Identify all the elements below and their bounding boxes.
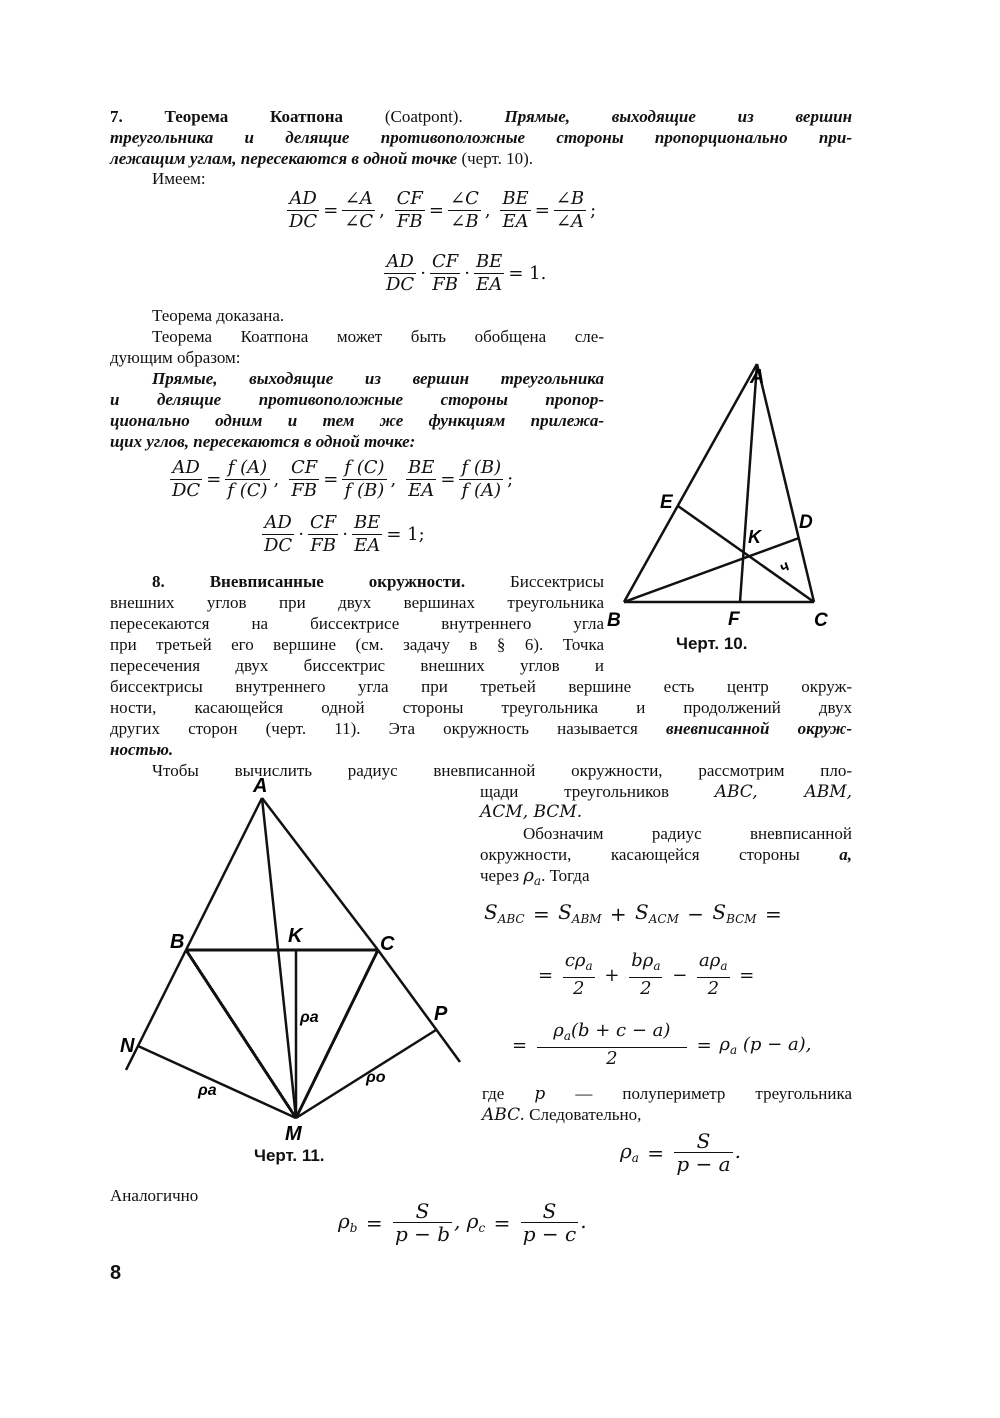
term-excircle-end: ностью. [110, 740, 174, 759]
section-8-line-2: внешних углов при двух вершинах треугольника [110, 593, 604, 612]
extension-ab [126, 950, 186, 1070]
theorem-7-heading [110, 106, 852, 127]
generalized-statement-4: щих углов, пересекаются в одной точке: [110, 432, 416, 451]
have-label: Имеем: [152, 169, 206, 188]
fraction: $\frac{AD}{DC}$ [386, 251, 415, 295]
fraction: $\frac{CF}{FB}$ [290, 457, 318, 501]
label-rho-k: ρa [300, 1009, 319, 1026]
label-b: B [607, 610, 621, 631]
denote-line-3: через $\rho_a$. Тогда [480, 865, 590, 888]
equation-area-fractions: = $\frac{c\rho_a}{2}$ + $\frac{b\rho_a}{2}$ − $\frac{a\rho_a}{2}$ = [538, 950, 755, 999]
calc-line-2: щади треугольников ABC, ABM, [480, 782, 853, 802]
where-line-1: где p — полупериметр треугольника [482, 1084, 852, 1104]
label-c: C [814, 610, 828, 631]
theorem-statement-2: треугольника и делящие противоположные стороны пропорционально при- [110, 128, 852, 147]
bisector-am [262, 798, 296, 1118]
label-b: B [170, 931, 185, 953]
generalized-statement-1: Прямые, выходящие из вершин треугольника [152, 369, 604, 388]
fraction: $\frac{\angle B}{\angle A}$ [555, 188, 585, 232]
fraction: $\frac{c\rho_a}{2}$ [564, 950, 593, 999]
fraction: $\frac{f (C)}{f (B)}$ [344, 457, 385, 501]
section-8-line-6: биссектрисы внутреннего угла при третьей вершине есть центр окруж- [110, 677, 852, 696]
equation-function-ratios: $\frac{AD}{DC}$ = $\frac{f (A)}{f (C)}$ , $\frac{CF}{FB}$ = $\frac{f (C)}{f (B)}$ , $\frac{BE}{EA}$ = $\frac{f (B)}{f (A)}$ ; [172, 457, 514, 501]
section-title: Вневписанные окружности. [209, 572, 466, 591]
fraction: $\frac{S}{p - a}$ [676, 1129, 731, 1176]
theorem-statement-3-line [110, 148, 852, 169]
section-8-line-7: ности, касающейся одной стороны треугольника и продолжений двух [110, 698, 852, 717]
generalized-statement-2: и делящие противоположные стороны пропор- [110, 390, 604, 409]
label-n: N [120, 1035, 135, 1057]
fraction: $\frac{AD}{DC}$ [172, 457, 201, 501]
label-m: M [285, 1123, 302, 1145]
fraction: $\frac{BE}{EA}$ [408, 457, 435, 501]
figure-10 [600, 355, 840, 655]
label-rho-n: ρa [198, 1082, 217, 1099]
equation-area-sum: $S_{ABC} = S_{ABM} + S_{ACM} - S_{BCM}$ = [484, 900, 782, 926]
fraction: $\frac{AD}{DC}$ [264, 512, 293, 556]
theorem-statement-1: Прямые, выходящие из вершин [504, 107, 853, 126]
fraction: $\frac{CF}{FB}$ [309, 512, 337, 556]
section-number: 8. [152, 572, 165, 591]
side-ab [624, 364, 757, 602]
fraction: $\frac{CF}{FB}$ [431, 251, 459, 295]
theorem-proved: Теорема доказана. [152, 306, 285, 325]
theorem-title: Теорема Коатпона [164, 107, 344, 126]
section-8-line-3: пересекаются на биссектрисе внутреннего угла [110, 614, 604, 633]
side-ab [186, 798, 262, 950]
figure-ref: (черт. 10). [461, 149, 534, 168]
fraction: $\frac{BE}{EA}$ [502, 188, 529, 232]
label-f: F [728, 609, 740, 630]
label-e: E [660, 492, 673, 513]
fraction: $\frac{AD}{DC}$ [289, 188, 318, 232]
theorem-statement-3: лежащим углам, пересекаются в одной точке [110, 149, 458, 168]
label-k: K [748, 527, 761, 547]
equation-angle-ratios: $\frac{AD}{DC}$ = $\frac{\angle A}{\angle C}$ , $\frac{CF}{FB}$ = $\frac{\angle C}{\angle B}$ , $\frac{BE}{EA}$ = $\frac{\angle B}{\angle A}$ ; [289, 188, 597, 232]
label-a: A [750, 366, 765, 388]
denote-line-1: Обозначим радиус вневписанной [523, 824, 852, 843]
where-line-2: ABC. Следовательно, [482, 1105, 642, 1125]
figure-10-caption: Черт. 10. [676, 634, 748, 653]
triangles-1: ABC, ABM, [714, 782, 853, 802]
similarly-label: Аналогично [110, 1186, 199, 1205]
figure-11-caption: Черт. 11. [254, 1146, 325, 1165]
label-c: C [380, 933, 395, 955]
fraction: $\frac{b\rho_a}{2}$ [631, 950, 661, 999]
theorem-title-paren: (Coatpont). [384, 107, 463, 126]
fraction: $\frac{\angle C}{\angle B}$ [450, 188, 479, 232]
extension-ac [378, 950, 460, 1062]
fraction: $\frac{f (B)}{f (A)}$ [461, 457, 502, 501]
page-number: 8 [110, 1262, 122, 1284]
label-p: P [434, 1003, 448, 1025]
section-number: 7. [110, 107, 123, 126]
label-a: A [253, 775, 268, 797]
denote-line-2: окружности, касающейся стороны a, [480, 845, 852, 864]
calc-line-1: Чтобы вычислить радиус вневписанной окружности, рассмотрим пло- [152, 761, 852, 780]
generalization-1: Теорема Коатпона может быть обобщена сле- [152, 327, 604, 346]
equation-rho-b-c: $\rho_b$ = $\frac{S}{p - b}$ , $\rho_c$ = $\frac{S}{p - c}$ . [338, 1199, 587, 1246]
fraction: $\frac{f (A)}{f (C)}$ [227, 457, 268, 501]
angle-mark: ч [776, 557, 793, 577]
cevian-bd [624, 538, 799, 602]
section-8-line-4: при третьей его вершине (см. задачу в § 6). Точка [110, 635, 604, 654]
section-8-heading [152, 571, 604, 592]
label-d: D [799, 512, 813, 533]
fraction: $\frac{BE}{EA}$ [475, 251, 503, 295]
fraction: $\frac{BE}{EA}$ [353, 512, 381, 556]
fraction: $\frac{a\rho_a}{2}$ [699, 950, 728, 999]
equation-area-result: = $\frac{\rho_a(b + c - a)}{2}$ = $\rho_a$ (p − a), [512, 1020, 812, 1069]
figure-11 [110, 770, 480, 1150]
fraction: $\frac{\angle A}{\angle C}$ [344, 188, 374, 232]
section-8-line-8: других сторон (черт. 11). Эта окружность называется вневписанной окруж- [110, 719, 852, 738]
equation-function-product: $\frac{AD}{DC}$ · $\frac{CF}{FB}$ · $\frac{BE}{EA}$ = 1; [264, 512, 425, 556]
generalized-statement-3: ционально одним и тем же функциям прилежа- [110, 411, 604, 430]
section-8-line-1: Биссектрисы [510, 572, 604, 591]
term-excircle: вневписанной окруж- [665, 719, 852, 738]
fraction: $\frac{\rho_a(b + c - a)}{2}$ [537, 1020, 687, 1070]
section-8-line-5: пересечения двух биссектрис внешних углов и [110, 656, 604, 675]
fraction: $\frac{CF}{FB}$ [396, 188, 423, 232]
generalization-2: дующим образом: [110, 348, 241, 367]
label-k: K [288, 925, 303, 947]
equation-product-one: $\frac{AD}{DC}$ · $\frac{CF}{FB}$ · $\frac{BE}{EA}$ = 1. [386, 251, 547, 295]
label-rho-p: ρo [366, 1069, 386, 1086]
triangles-2: ACM, BCM. [480, 802, 583, 822]
fraction: $\frac{S}{p - c}$ [522, 1199, 577, 1246]
side-ac [262, 798, 378, 950]
fraction: $\frac{S}{p - b}$ [394, 1199, 451, 1246]
equation-rho-a: $\rho_a$ = $\frac{S}{p - a}$ . [620, 1129, 741, 1176]
cevian-af [740, 364, 757, 602]
